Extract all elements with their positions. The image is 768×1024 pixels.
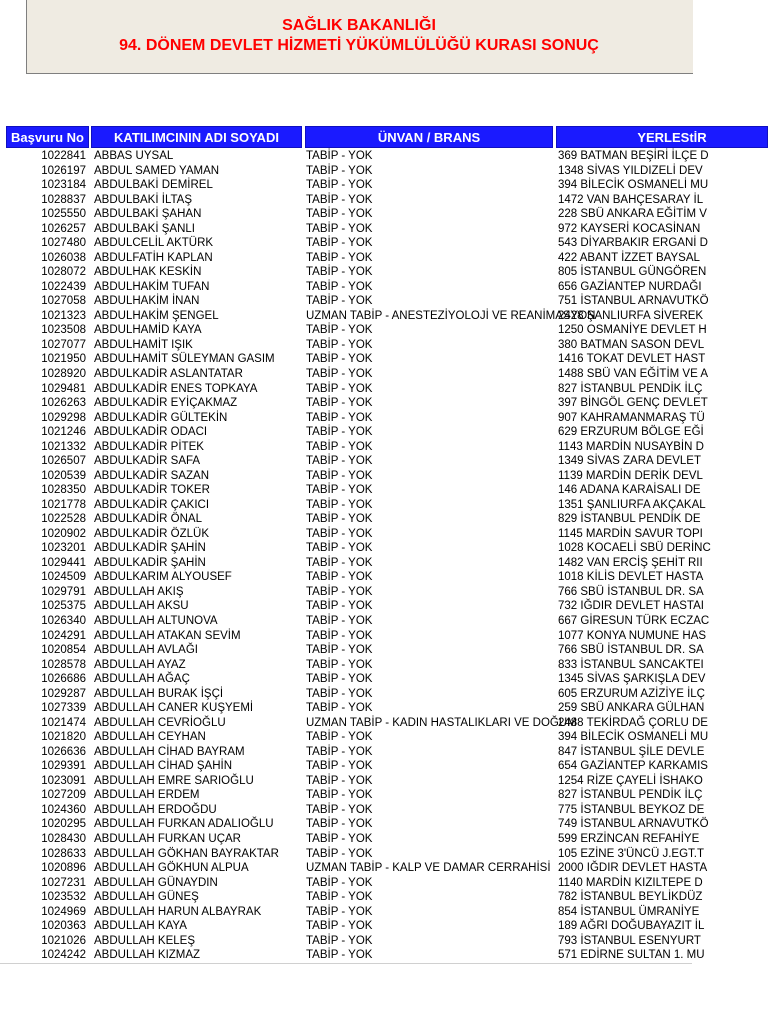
title-branch-cell: TABİP - YOK [306, 280, 373, 293]
table-row [0, 658, 768, 673]
title-branch-cell: TABİP - YOK [306, 876, 373, 889]
application-no-cell: 1029298 [41, 411, 86, 424]
participant-name-cell: ABDULLAH BURAK İŞÇİ [94, 687, 224, 700]
table-row [0, 541, 768, 556]
placement-cell: 422 ABANT İZZET BAYSAL [558, 251, 700, 264]
table-row [0, 338, 768, 353]
table-row [0, 483, 768, 498]
participant-name-cell: ABDULKADİR ŞAHİN [94, 542, 206, 555]
application-no-cell: 1021474 [41, 716, 86, 729]
application-no-cell: 1023184 [41, 179, 86, 192]
application-no-cell: 1028430 [41, 832, 86, 845]
participant-name-cell: ABDULLAH GÖKHAN BAYRAKTAR [94, 847, 279, 860]
title-branch-cell: TABİP - YOK [306, 411, 373, 424]
participant-name-cell: ABDULFATİH KAPLAN [94, 251, 213, 264]
title-branch-cell: TABİP - YOK [306, 353, 373, 366]
title-branch-cell: TABİP - YOK [306, 556, 373, 569]
title-branch-cell: TABİP - YOK [306, 484, 373, 497]
column-header-title-branch: ÜNVAN / BRANS [305, 126, 553, 148]
placement-cell: 766 SBÜ İSTANBUL DR. SA [558, 644, 704, 657]
table-bottom-divider [0, 963, 692, 964]
ministry-title: SAĞLIK BAKANLIĞI [282, 17, 436, 34]
participant-name-cell: ABDULLAH GÜNEŞ [94, 891, 199, 904]
table-row [0, 207, 768, 222]
placement-cell: 654 GAZİANTEP KARKAMIS [558, 760, 708, 773]
title-branch-cell: TABİP - YOK [306, 527, 373, 540]
title-branch-cell: TABİP - YOK [306, 150, 373, 162]
participant-name-cell: ABDULKADİR TOKER [94, 484, 210, 497]
title-branch-cell: TABİP - YOK [306, 803, 373, 816]
application-no-cell: 1020896 [41, 862, 86, 875]
title-branch-cell: TABİP - YOK [306, 367, 373, 380]
placement-cell: 189 AĞRI DOĞUBAYAZIT İL [558, 920, 705, 933]
application-no-cell: 1021950 [41, 353, 86, 366]
title-branch-cell: TABİP - YOK [306, 382, 373, 395]
participant-name-cell: ABDULLAH ERDOĞDU [94, 803, 217, 816]
title-branch-cell: TABİP - YOK [306, 208, 373, 221]
table-row [0, 251, 768, 266]
application-no-cell: 1021778 [41, 498, 86, 511]
application-no-cell: 1025375 [41, 600, 86, 613]
participant-name-cell: ABDULBAKİ ŞANLI [94, 222, 195, 235]
placement-cell: 751 İSTANBUL ARNAVUTKÖ [558, 295, 709, 308]
table-row [0, 323, 768, 338]
table-row [0, 454, 768, 469]
table-row [0, 498, 768, 513]
application-no-cell: 1020854 [41, 644, 86, 657]
title-branch-cell: UZMAN TABİP - ANESTEZİYOLOJİ VE REANİMASYON [306, 309, 596, 322]
title-branch-cell: TABİP - YOK [306, 193, 373, 206]
table-row [0, 643, 768, 658]
participant-name-cell: ABDULKADİR GÜLTEKİN [94, 411, 228, 424]
table-row [0, 294, 768, 309]
title-branch-cell: TABİP - YOK [306, 164, 373, 177]
application-no-cell: 1028633 [41, 847, 86, 860]
placement-cell: 1348 SİVAS YILDIZELİ DEV [558, 164, 703, 177]
application-no-cell: 1022528 [41, 513, 86, 526]
title-branch-cell: TABİP - YOK [306, 702, 373, 715]
table-row [0, 411, 768, 426]
placement-cell: 394 BİLECİK OSMANELİ MU [558, 731, 709, 744]
title-branch-cell: TABİP - YOK [306, 585, 373, 598]
application-no-cell: 1020295 [41, 818, 86, 831]
placement-cell: 656 GAZİANTEP NURDAĞI [558, 280, 702, 293]
placement-cell: 1145 MARDİN SAVUR TOPI [558, 527, 703, 540]
placement-cell: 629 ERZURUM BÖLGE EĞİ [558, 426, 704, 439]
title-branch-cell: TABİP - YOK [306, 498, 373, 511]
application-no-cell: 1024242 [41, 949, 86, 962]
participant-name-cell: ABDULLAH ERDEM [94, 789, 200, 802]
title-branch-cell: TABİP - YOK [306, 847, 373, 860]
table-row [0, 817, 768, 832]
placement-cell: 605 ERZURUM AZİZİYE İLÇ [558, 687, 705, 700]
participant-name-cell: ABDULLAH FURKAN UÇAR [94, 832, 241, 845]
participant-name-cell: ABDULKADİR SAZAN [94, 469, 210, 482]
placement-cell: 599 ERZİNCAN REFAHİYE [558, 832, 700, 845]
placement-cell: 1143 MARDİN NUSAYBİN D [558, 440, 704, 453]
placement-cell: 667 GİRESUN TÜRK ECZAC [558, 615, 710, 627]
application-no-cell: 1029481 [41, 382, 86, 395]
table-row [0, 832, 768, 847]
draw-results-title: 94. DÖNEM DEVLET HİZMETİ YÜKÜMLÜLÜĞÜ KURASI SONUÇ [119, 37, 599, 54]
application-no-cell: 1027209 [41, 789, 86, 802]
table-row [0, 222, 768, 237]
placement-cell: 571 EDİRNE SULTAN 1. MU [558, 949, 705, 962]
participant-name-cell: ABDULLAH AVLAĞI [94, 644, 198, 657]
title-branch-cell: TABİP - YOK [306, 905, 373, 918]
placement-cell: 1140 MARDİN KIZILTEPE D [558, 876, 703, 889]
table-row [0, 469, 768, 484]
participant-name-cell: ABDULLAH KAYA [94, 920, 187, 933]
table-row [0, 629, 768, 644]
placement-cell: 105 EZİNE 3'ÜNCÜ J.EGT.T [558, 847, 704, 860]
table-row [0, 164, 768, 179]
table-row [0, 178, 768, 193]
placement-cell: 2000 IĞDIR DEVLET HASTA [558, 862, 708, 875]
placement-cell: 394 BİLECİK OSMANELİ MU [558, 179, 709, 192]
title-branch-cell: TABİP - YOK [306, 832, 373, 845]
title-branch-cell: TABİP - YOK [306, 745, 373, 758]
placement-cell: 829 İSTANBUL PENDİK DE [558, 513, 701, 526]
participant-name-cell: ABDULLAH CİHAD ŞAHİN [94, 760, 233, 773]
title-branch-cell: TABİP - YOK [306, 934, 373, 947]
participant-name-cell: ABDULLAH HARUN ALBAYRAK [94, 905, 262, 918]
participant-name-cell: ABDULLAH AKSU [94, 600, 189, 613]
title-branch-cell: TABİP - YOK [306, 571, 373, 584]
table-row [0, 745, 768, 760]
application-no-cell: 1024509 [41, 571, 86, 584]
application-no-cell: 1026340 [41, 615, 86, 627]
application-no-cell: 1027077 [41, 338, 86, 351]
placement-cell: 369 BATMAN BEŞİRİ İLÇE D [558, 150, 709, 162]
title-branch-cell: TABİP - YOK [306, 658, 373, 671]
column-header-participant-name: KATILIMCININ ADI SOYADI [91, 126, 302, 148]
placement-cell: 833 İSTANBUL SANCAKTEI [558, 658, 704, 671]
participant-name-cell: ABBAS UYSAL [94, 150, 174, 162]
participant-name-cell: ABDULBAKİ ŞAHAN [94, 208, 202, 221]
application-no-cell: 1026686 [41, 673, 86, 686]
placement-cell: 749 İSTANBUL ARNAVUTKÖ [558, 818, 709, 831]
table-row [0, 236, 768, 251]
application-no-cell: 1026507 [41, 455, 86, 468]
title-branch-cell: TABİP - YOK [306, 179, 373, 192]
application-no-cell: 1023201 [41, 542, 86, 555]
table-row [0, 280, 768, 295]
participant-name-cell: ABDULLAH CİHAD BAYRAM [94, 745, 245, 758]
participant-name-cell: ABDULHAKİM ŞENGEL [94, 309, 219, 322]
participant-name-cell: ABDULHAKİM İNAN [94, 295, 200, 308]
placement-cell: 146 ADANA KARAİSALI DE [558, 484, 701, 497]
placement-cell: 1028 KOCAELİ SBÜ DERİNC [558, 542, 711, 555]
placement-cell: 2488 TEKİRDAĞ ÇORLU DE [558, 716, 708, 729]
participant-name-cell: ABDULKADİR ÖNAL [94, 513, 203, 526]
title-branch-cell: TABİP - YOK [306, 251, 373, 264]
title-branch-cell: TABİP - YOK [306, 774, 373, 787]
table-row [0, 919, 768, 934]
table-row [0, 367, 768, 382]
table-row [0, 309, 768, 324]
application-no-cell: 1020363 [41, 920, 86, 933]
application-no-cell: 1028350 [41, 484, 86, 497]
table-row [0, 948, 768, 963]
table-row [0, 730, 768, 745]
title-branch-cell: TABİP - YOK [306, 266, 373, 279]
title-branch-cell: TABİP - YOK [306, 324, 373, 337]
application-no-cell: 1029287 [41, 687, 86, 700]
participant-name-cell: ABDULKADİR ODACI [94, 426, 208, 439]
participant-name-cell: ABDULBAKİ İLTAŞ [94, 193, 192, 206]
application-no-cell: 1025550 [41, 208, 86, 221]
participant-name-cell: ABDULKADİR EYİÇAKMAZ [94, 397, 238, 410]
participant-name-cell: ABDULLAH KELEŞ [94, 934, 195, 947]
application-no-cell: 1022841 [41, 150, 86, 162]
participant-name-cell: ABDULLAH AĞAÇ [94, 673, 190, 686]
application-no-cell: 1023508 [41, 324, 86, 337]
placement-cell: 2428 ŞANLIURFA SİVEREK [558, 309, 704, 322]
application-no-cell: 1028920 [41, 367, 86, 380]
title-branch-cell: TABİP - YOK [306, 455, 373, 468]
placement-cell: 766 SBÜ İSTANBUL DR. SA [558, 585, 704, 598]
table-row [0, 193, 768, 208]
table-row [0, 701, 768, 716]
participant-name-cell: ABDULKADİR PİTEK [94, 440, 204, 453]
table-row [0, 716, 768, 731]
table-row [0, 759, 768, 774]
participant-name-cell: ABDULHAMİT SÜLEYMAN GASIM [94, 353, 275, 366]
table-row [0, 382, 768, 397]
placement-cell: 380 BATMAN SASON DEVL [558, 338, 705, 351]
table-row [0, 440, 768, 455]
application-no-cell: 1022439 [41, 280, 86, 293]
placement-cell: 1077 KONYA NUMUNE HAS [558, 629, 707, 642]
application-no-cell: 1023532 [41, 891, 86, 904]
participant-name-cell: ABDULLAH GÖKHUN ALPUA [94, 862, 249, 875]
placement-cell: 1349 SİVAS ZARA DEVLET [558, 455, 701, 468]
participant-name-cell: ABDULLAH CEYHAN [94, 731, 206, 744]
table-row [0, 934, 768, 949]
placement-cell: 972 KAYSERİ KOCASİNAN [558, 222, 701, 235]
placement-cell: 847 İSTANBUL ŞİLE DEVLE [558, 745, 705, 758]
application-no-cell: 1024969 [41, 905, 86, 918]
participant-name-cell: ABDULLAH CEVRİOĞLU [94, 716, 226, 729]
placement-cell: 782 İSTANBUL BEYLİKDÜZ [558, 891, 703, 904]
title-branch-cell: TABİP - YOK [306, 673, 373, 686]
application-no-cell: 1023091 [41, 774, 86, 787]
table-row [0, 803, 768, 818]
table-row [0, 149, 768, 164]
title-branch-cell: TABİP - YOK [306, 295, 373, 308]
application-no-cell: 1026263 [41, 397, 86, 410]
placement-cell: 827 İSTANBUL PENDİK İLÇ [558, 789, 703, 802]
participant-name-cell: ABDUL SAMED YAMAN [94, 164, 220, 177]
placement-cell: 907 KAHRAMANMARAŞ TÜ [558, 411, 705, 424]
table-row [0, 556, 768, 571]
table-row [0, 861, 768, 876]
participant-name-cell: ABDULKADİR ÖZLÜK [94, 527, 210, 540]
participant-name-cell: ABDULLAH EMRE SARIOĞLU [94, 774, 254, 787]
participant-name-cell: ABDULLAH GÜNAYDIN [94, 876, 218, 889]
application-no-cell: 1028072 [41, 266, 86, 279]
placement-cell: 1351 ŞANLIURFA AKÇAKAL [558, 498, 706, 511]
participant-name-cell: ABDULHAMİT IŞIK [94, 338, 193, 351]
placement-cell: 793 İSTANBUL ESENYURT [558, 934, 701, 947]
column-header-placement: YERLEStİR [556, 126, 768, 148]
title-branch-cell: TABİP - YOK [306, 731, 373, 744]
application-no-cell: 1026257 [41, 222, 86, 235]
participant-name-cell: ABDULKADİR ÇAKICI [94, 498, 210, 511]
application-no-cell: 1024360 [41, 803, 86, 816]
application-no-cell: 1027231 [41, 876, 86, 889]
participant-name-cell: ABDULCELİL AKTÜRK [94, 237, 214, 250]
application-no-cell: 1021820 [41, 731, 86, 744]
participant-name-cell: ABDULLAH FURKAN ADALIOĞLU [94, 818, 274, 831]
table-row [0, 774, 768, 789]
title-branch-cell: TABİP - YOK [306, 469, 373, 482]
participant-name-cell: ABDULLAH CANER KUŞYEMİ [94, 702, 254, 715]
participant-name-cell: ABDULKADİR SAFA [94, 455, 201, 468]
title-branch-cell: TABİP - YOK [306, 542, 373, 555]
participant-name-cell: ABDULKADİR ENES TOPKAYA [94, 382, 258, 395]
placement-cell: 854 İSTANBUL ÜMRANİYE [558, 905, 700, 918]
application-no-cell: 1021332 [41, 440, 86, 453]
placement-cell: 1250 OSMANİYE DEVLET H [558, 324, 707, 337]
placement-cell: 732 IĞDIR DEVLET HASTAI [558, 600, 704, 613]
application-no-cell: 1024291 [41, 629, 86, 642]
participant-name-cell: ABDULKADİR ASLANTATAR [94, 367, 243, 380]
placement-cell: 1416 TOKAT DEVLET HAST [558, 353, 706, 366]
placement-cell: 1018 KİLİS DEVLET HASTA [558, 571, 704, 584]
title-branch-cell: TABİP - YOK [306, 338, 373, 351]
placement-cell: 1482 VAN ERCİŞ ŞEHİT RII [558, 556, 703, 569]
application-no-cell: 1020902 [41, 527, 86, 540]
application-no-cell: 1027480 [41, 237, 86, 250]
participant-name-cell: ABDULKARIM ALYOUSEF [94, 571, 232, 584]
participant-name-cell: ABDULHAKİM TUFAN [94, 280, 210, 293]
participant-name-cell: ABDULLAH AYAZ [94, 658, 186, 671]
placement-cell: 775 İSTANBUL BEYKOZ DE [558, 803, 705, 816]
table-row [0, 396, 768, 411]
application-no-cell: 1029391 [41, 760, 86, 773]
title-branch-cell: TABİP - YOK [306, 891, 373, 904]
participant-name-cell: ABDULLAH AKIŞ [94, 585, 184, 598]
application-no-cell: 1026197 [41, 164, 86, 177]
placement-cell: 827 İSTANBUL PENDİK İLÇ [558, 382, 703, 395]
application-no-cell: 1028837 [41, 193, 86, 206]
table-row [0, 527, 768, 542]
table-row [0, 614, 768, 629]
table-row [0, 687, 768, 702]
application-no-cell: 1029791 [41, 585, 86, 598]
title-branch-cell: TABİP - YOK [306, 629, 373, 642]
placement-cell: 397 BİNGÖL GENÇ DEVLET [558, 397, 708, 410]
table-row [0, 512, 768, 527]
title-branch-cell: TABİP - YOK [306, 237, 373, 250]
placement-cell: 259 SBÜ ANKARA GÜLHAN [558, 702, 705, 715]
title-branch-cell: TABİP - YOK [306, 615, 373, 627]
title-branch-cell: TABİP - YOK [306, 644, 373, 657]
title-branch-cell: TABİP - YOK [306, 513, 373, 526]
title-branch-cell: UZMAN TABİP - KADIN HASTALIKLARI VE DOĞUM [306, 716, 577, 729]
table-row [0, 570, 768, 585]
title-branch-cell: TABİP - YOK [306, 600, 373, 613]
title-branch-cell: TABİP - YOK [306, 789, 373, 802]
placement-cell: 805 İSTANBUL GÜNGÖREN [558, 266, 707, 279]
application-no-cell: 1028578 [41, 658, 86, 671]
application-no-cell: 1021246 [41, 426, 86, 439]
placement-cell: 543 DİYARBAKIR ERGANİ D [558, 237, 708, 250]
participant-name-cell: ABDULLAH ALTUNOVA [94, 615, 218, 627]
application-no-cell: 1026038 [41, 251, 86, 264]
table-row [0, 905, 768, 920]
placement-cell: 1254 RİZE ÇAYELİ İSHAKO [558, 774, 703, 787]
placement-cell: 228 SBÜ ANKARA EĞİTİM V [558, 208, 707, 221]
application-no-cell: 1027339 [41, 702, 86, 715]
placement-cell: 1472 VAN BAHÇESARAY İL [558, 193, 704, 206]
table-row [0, 876, 768, 891]
column-header-application-no: Başvuru No [6, 126, 89, 148]
title-branch-cell: TABİP - YOK [306, 687, 373, 700]
participant-name-cell: ABDULKADİR ŞAHİN [94, 556, 206, 569]
title-branch-cell: TABİP - YOK [306, 426, 373, 439]
table-row [0, 788, 768, 803]
participant-name-cell: ABDULLAH ATAKAN SEVİM [94, 629, 241, 642]
title-branch-cell: TABİP - YOK [306, 818, 373, 831]
placement-cell: 1345 SİVAS ŞARKIŞLA DEV [558, 673, 706, 686]
participant-name-cell: ABDULBAKİ DEMİREL [94, 179, 213, 192]
table-row [0, 672, 768, 687]
participant-name-cell: ABDULHAK KESKİN [94, 266, 202, 279]
table-row [0, 599, 768, 614]
table-row [0, 890, 768, 905]
title-branch-cell: TABİP - YOK [306, 920, 373, 933]
title-branch-cell: TABİP - YOK [306, 397, 373, 410]
placement-cell: 1488 SBÜ VAN EĞİTİM VE A [558, 367, 708, 380]
title-branch-cell: UZMAN TABİP - KALP VE DAMAR CERRAHİSİ [306, 862, 551, 875]
application-no-cell: 1020539 [41, 469, 86, 482]
table-row [0, 265, 768, 280]
table-row [0, 847, 768, 862]
participant-name-cell: ABDULHAMİD KAYA [94, 324, 202, 337]
application-no-cell: 1029441 [41, 556, 86, 569]
table-row [0, 425, 768, 440]
table-row [0, 352, 768, 367]
title-branch-cell: TABİP - YOK [306, 760, 373, 773]
title-branch-cell: TABİP - YOK [306, 440, 373, 453]
table-row [0, 585, 768, 600]
application-no-cell: 1021323 [41, 309, 86, 322]
placement-cell: 1139 MARDİN DERİK DEVL [558, 469, 703, 482]
results-table-body [0, 149, 768, 963]
application-no-cell: 1027058 [41, 295, 86, 308]
application-no-cell: 1021026 [41, 934, 86, 947]
participant-name-cell: ABDULLAH KIZMAZ [94, 949, 201, 962]
application-no-cell: 1026636 [41, 745, 86, 758]
title-branch-cell: TABİP - YOK [306, 222, 373, 235]
title-branch-cell: TABİP - YOK [306, 949, 373, 962]
